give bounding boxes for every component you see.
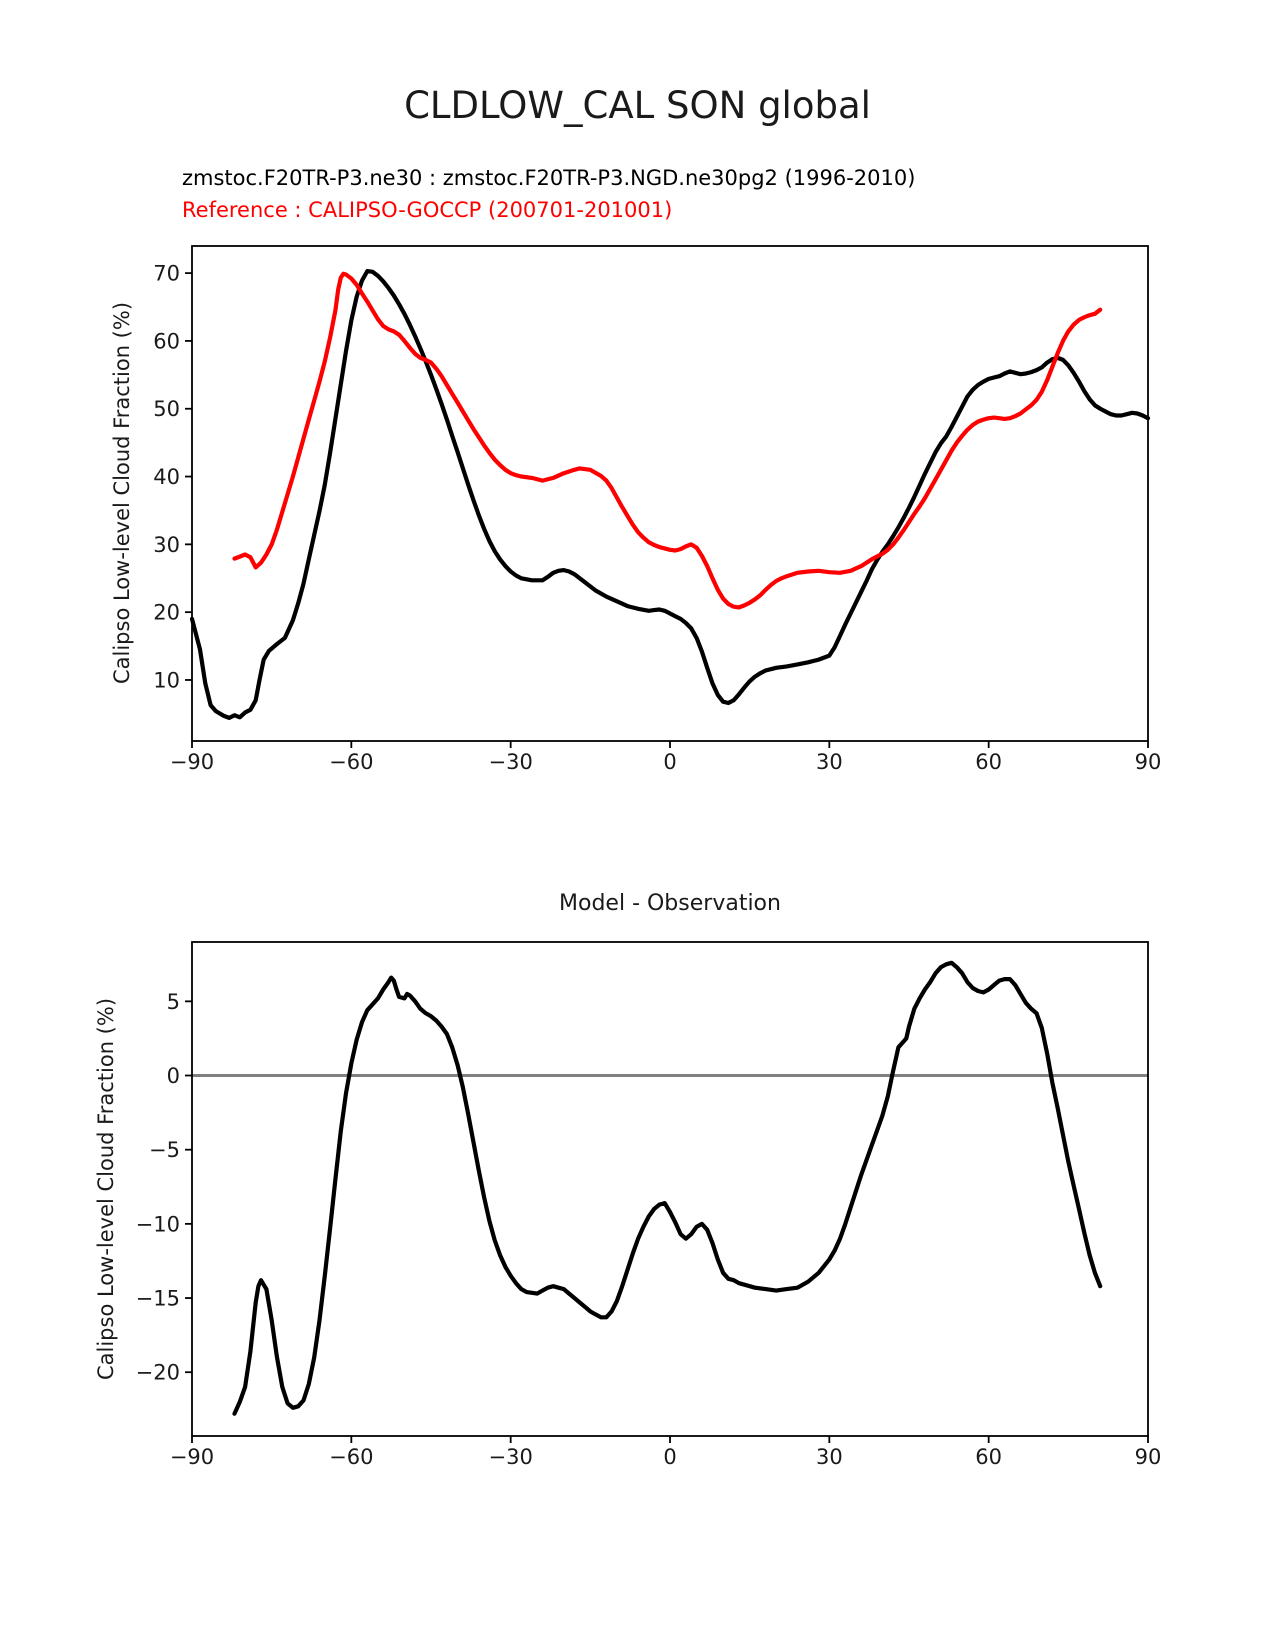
x-tick-label: 30 bbox=[815, 1445, 843, 1470]
y-tick-label: −10 bbox=[135, 1212, 180, 1237]
x-tick-label: 0 bbox=[663, 750, 677, 775]
y-tick-label: 20 bbox=[153, 600, 180, 625]
x-tick-label: −90 bbox=[169, 750, 215, 775]
model-series-line bbox=[192, 271, 1148, 718]
y-tick-label: 30 bbox=[153, 532, 180, 557]
y-tick-label: 40 bbox=[153, 465, 180, 490]
x-tick-label: 0 bbox=[663, 1445, 677, 1470]
top-chart bbox=[153, 246, 1161, 774]
bottom-chart bbox=[136, 942, 1162, 1469]
y-tick-label: −5 bbox=[149, 1138, 180, 1163]
y-tick-label: 10 bbox=[153, 668, 180, 693]
figure-title: CLDLOW_CAL SON global bbox=[404, 84, 871, 127]
y-tick-label: 0 bbox=[166, 1064, 180, 1089]
x-tick-label: −60 bbox=[329, 1445, 374, 1470]
x-tick-label: 30 bbox=[815, 750, 843, 775]
x-tick-label: 90 bbox=[1134, 750, 1162, 775]
x-tick-label: 90 bbox=[1134, 1445, 1162, 1470]
x-tick-label: 60 bbox=[975, 1445, 1003, 1470]
y-tick-label: 60 bbox=[153, 329, 180, 354]
bottom-chart-y-axis-label: Calipso Low-level Cloud Fraction (%) bbox=[94, 997, 118, 1381]
x-tick-label: −90 bbox=[169, 1445, 215, 1470]
y-tick-label: 5 bbox=[166, 989, 180, 1014]
y-tick-label: 50 bbox=[153, 397, 180, 422]
y-tick-label: −15 bbox=[135, 1286, 180, 1311]
model-run-legend-label: zmstoc.F20TR-P3.ne30 : zmstoc.F20TR-P3.NGD.ne30pg2 (1996-2010) bbox=[182, 166, 916, 190]
x-tick-label: −30 bbox=[488, 1445, 533, 1470]
difference-chart-title: Model - Observation bbox=[559, 891, 781, 916]
reference-series-line bbox=[235, 274, 1101, 608]
x-tick-label: −60 bbox=[329, 750, 374, 775]
top-chart-y-axis-label: Calipso Low-level Cloud Fraction (%) bbox=[110, 301, 134, 685]
y-tick-label: 70 bbox=[153, 261, 180, 286]
y-tick-label: −20 bbox=[135, 1360, 180, 1385]
x-tick-label: −30 bbox=[488, 750, 533, 775]
x-tick-label: 60 bbox=[975, 750, 1003, 775]
reference-legend-label: Reference : CALIPSO-GOCCP (200701-201001) bbox=[182, 198, 673, 222]
difference-series-line bbox=[235, 963, 1101, 1414]
